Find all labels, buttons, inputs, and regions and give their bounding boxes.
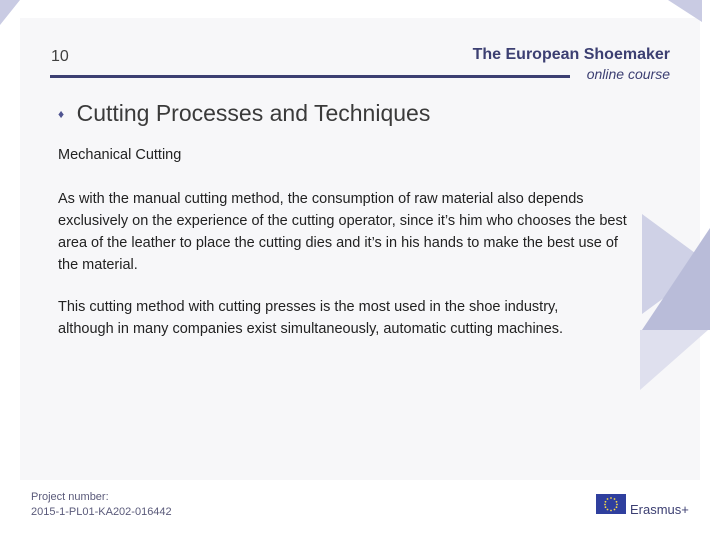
diamond-bullet-icon: ♦: [58, 106, 65, 121]
body-paragraph-1: As with the manual cutting method, the consumption of raw material also depends exclusively on the experience of the cutting operator, since it’s him who chooses the best area of the leather to place the cutting dies and it’s in his hands to make the best use of the material.: [58, 191, 627, 273]
section-label: Mechanical Cutting: [58, 147, 182, 163]
course-logo-subtitle: online course: [586, 66, 670, 82]
header-divider: [50, 75, 570, 78]
page-number: 10: [51, 48, 69, 65]
slide-heading: Cutting Processes and Techniques: [76, 100, 431, 126]
slide-heading-row: [58, 100, 430, 127]
body-paragraph-2: This cutting method with cutting presses is the most used in the shoe industry, although in many companies exist simultaneously, automatic cutting machines.: [58, 299, 564, 337]
eu-flag-icon: [596, 494, 626, 514]
project-number-label: Project number:: [31, 491, 109, 503]
erasmus-logo-label: Erasmus+: [630, 502, 689, 517]
course-logo-title: The European Shoemaker: [472, 46, 670, 63]
project-number-value: 2015-1-PL01-KA202-016442: [31, 506, 172, 518]
